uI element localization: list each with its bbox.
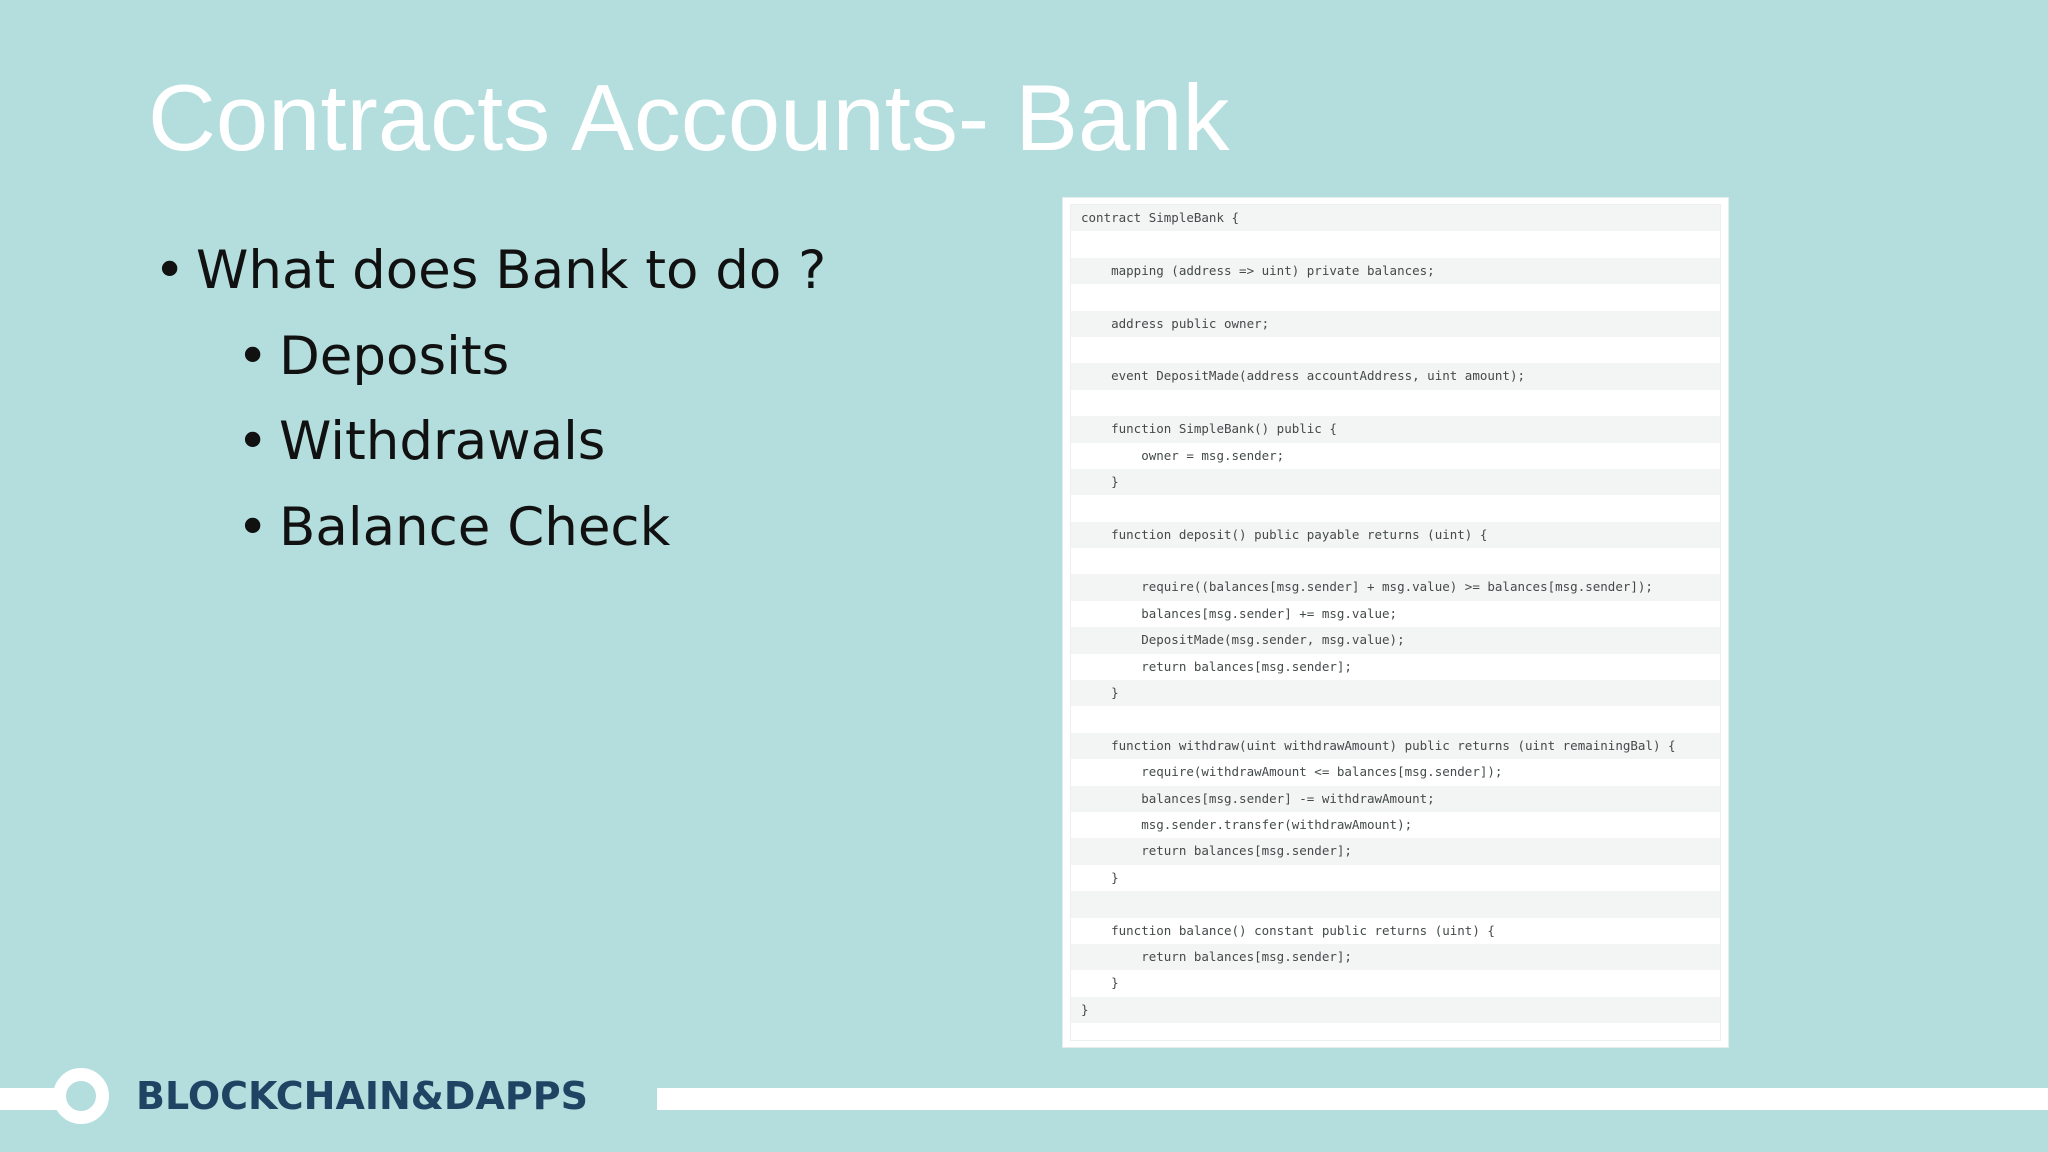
bullet-dot-icon: • bbox=[237, 326, 269, 387]
code-line: return balances[msg.sender]; bbox=[1071, 944, 1720, 970]
bullet-item bbox=[237, 411, 606, 472]
code-block bbox=[1070, 204, 1721, 1041]
code-line bbox=[1071, 231, 1720, 257]
code-line: function balance() constant public returns (uint) { bbox=[1071, 918, 1720, 944]
code-line: } bbox=[1071, 865, 1720, 891]
bullet-text: Withdrawals bbox=[279, 411, 606, 472]
code-line: } bbox=[1071, 680, 1720, 706]
bullet-dot-icon: • bbox=[237, 411, 269, 472]
code-line: event DepositMade(address accountAddress, uint amount); bbox=[1071, 363, 1720, 389]
code-line: balances[msg.sender] -= withdrawAmount; bbox=[1071, 786, 1720, 812]
code-line: return balances[msg.sender]; bbox=[1071, 838, 1720, 864]
code-line: mapping (address => uint) private balances; bbox=[1071, 258, 1720, 284]
bullet-text: Balance Check bbox=[279, 497, 671, 558]
code-line: } bbox=[1071, 970, 1720, 996]
bullet-item bbox=[237, 497, 671, 558]
code-line: } bbox=[1071, 997, 1720, 1023]
code-line: function SimpleBank() public { bbox=[1071, 416, 1720, 442]
bullet-text: What does Bank to do ? bbox=[196, 240, 827, 301]
footer-divider bbox=[657, 1088, 2048, 1110]
code-line: msg.sender.transfer(withdrawAmount); bbox=[1071, 812, 1720, 838]
code-line: require(withdrawAmount <= balances[msg.sender]); bbox=[1071, 759, 1720, 785]
code-line: return balances[msg.sender]; bbox=[1071, 654, 1720, 680]
ring-logo-icon bbox=[53, 1068, 109, 1124]
bullet-item bbox=[237, 326, 510, 387]
bullet-dot-icon: • bbox=[154, 240, 186, 301]
code-line: owner = msg.sender; bbox=[1071, 443, 1720, 469]
code-line bbox=[1071, 495, 1720, 521]
code-line bbox=[1071, 548, 1720, 574]
code-line: balances[msg.sender] += msg.value; bbox=[1071, 601, 1720, 627]
code-line bbox=[1071, 284, 1720, 310]
code-line: contract SimpleBank { bbox=[1071, 205, 1720, 231]
code-line bbox=[1071, 390, 1720, 416]
code-line bbox=[1071, 337, 1720, 363]
bullet-text: Deposits bbox=[279, 326, 510, 387]
code-screenshot bbox=[1062, 197, 1729, 1048]
bullet-dot-icon: • bbox=[237, 497, 269, 558]
code-line: function withdraw(uint withdrawAmount) public returns (uint remainingBal) { bbox=[1071, 733, 1720, 759]
code-line: } bbox=[1071, 469, 1720, 495]
footer-brand: BLOCKCHAIN&DAPPS bbox=[136, 1074, 588, 1118]
code-line bbox=[1071, 706, 1720, 732]
code-line: address public owner; bbox=[1071, 311, 1720, 337]
code-line: DepositMade(msg.sender, msg.value); bbox=[1071, 627, 1720, 653]
code-line: function deposit() public payable returns (uint) { bbox=[1071, 522, 1720, 548]
bullet-item bbox=[154, 240, 827, 301]
slide-title: Contracts Accounts- Bank bbox=[148, 65, 1230, 170]
code-line bbox=[1071, 891, 1720, 917]
code-line: require((balances[msg.sender] + msg.value) >= balances[msg.sender]); bbox=[1071, 574, 1720, 600]
